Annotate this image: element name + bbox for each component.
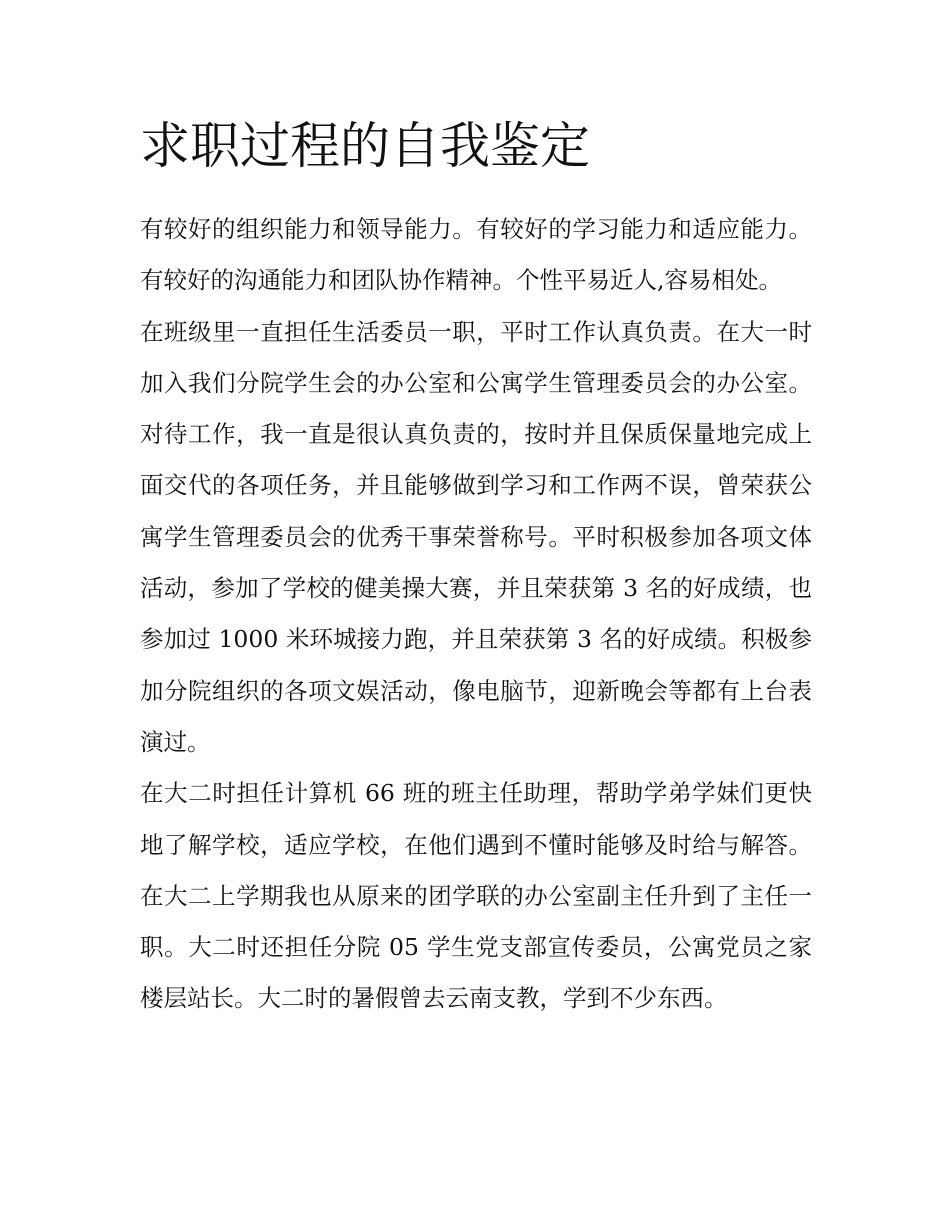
paragraph-sophomore-year: 在大二时担任计算机 66 班的班主任助理，帮助学弟学妹们更快地了解学校，适应学校，在他们遇到不懂时能够及时给与解答。在大二上学期我也从原来的团学联的办公室副主任升到了主任一职。大二时还担任分院 05 学生党支部宣传委员，公寓党员之家楼层站长。大二时的暑假曾去云南支教，学到不少东西。 [140, 779, 812, 1013]
paragraph-abilities: 有较好的组织能力和领导能力。有较好的学习能力和适应能力。有较好的沟通能力和团队协作精神。个性平易近人,容易相处。 [140, 215, 812, 295]
document-title: 求职过程的自我鉴定 [140, 117, 590, 175]
document-page [140, 108, 812, 1025]
paragraph-class-duties: 在班级里一直担任生活委员一职，平时工作认真负责。在大一时加入我们分院学生会的办公室和公寓学生管理委员会的办公室。对待工作，我一直是很认真负责的，按时并且保质保量地完成上面交代的各项任务，并且能够做到学习和工作两不误，曾荣获公寓学生管理委员会的优秀干事荣誉称号。平时积极参加各项文体活动，参加了学校的健美操大赛，并且荣获第 3 名的好成绩，也参加过 1000 米环城接力跑，并且荣获第 3 名的好成绩。积极参加分院组织的各项文娱活动，像电脑节，迎新晚会等都有上台表演过。 [140, 317, 812, 756]
